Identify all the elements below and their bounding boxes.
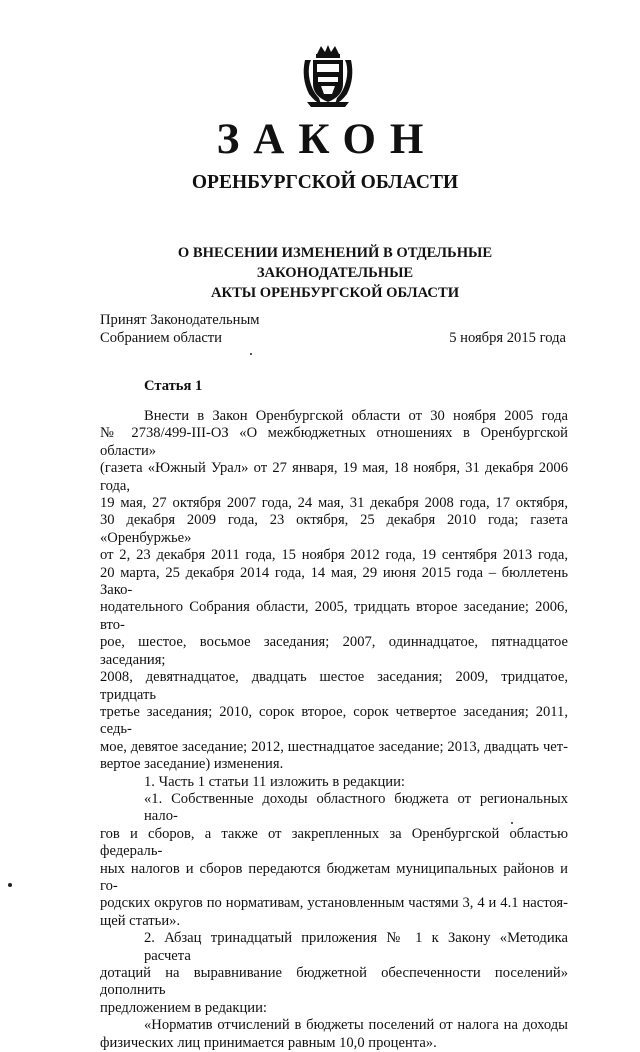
- text-line: щей статьи».: [100, 912, 181, 929]
- scan-speck: [250, 353, 252, 355]
- law-title-line: О ВНЕСЕНИИ ИЗМЕНЕНИЙ В ОТДЕЛЬНЫЕ ЗАКОНОДАТЕЛЬНЫЕ: [177, 245, 493, 281]
- text-line: «1. Собственные доходы областного бюджета от региональных нало-: [144, 790, 568, 825]
- text-line: 30 декабря 2009 года, 23 октября, 25 декабря 2010 года; газета «Оренбуржье»: [100, 512, 568, 546]
- region-subtitle: ОРЕНБУРГСКОЙ ОБЛАСТИ: [191, 172, 459, 193]
- law-title: [100, 243, 570, 303]
- item-1-heading: 1. Часть 1 статьи 11 изложить в редакции:: [144, 773, 405, 790]
- text-line: 20 марта, 25 декабря 2014 года, 14 мая, 29 июня 2015 года – бюллетень Зако-: [100, 564, 568, 599]
- law-title-line: АКТЫ ОРЕНБУРГСКОЙ ОБЛАСТИ: [210, 285, 460, 301]
- adoption-line: Собранием области: [100, 330, 222, 346]
- text-line: 2. Абзац тринадцатый приложения № 1 к Закону «Методика расчета: [144, 930, 568, 964]
- item-1-quote: [100, 791, 568, 930]
- text-line: № 2738/499-III-ОЗ «О межбюджетных отношениях в Оренбургской области»: [100, 425, 568, 459]
- text-line: дотаций на выравнивание бюджетной обеспеченности поселений» дополнить: [100, 965, 568, 999]
- text-line: Внести в Закон Оренбургской области от 30 ноября 2005 года: [144, 408, 568, 424]
- adoption-date: 5 ноября 2015 года: [449, 330, 566, 346]
- adoption-line: Принят Законодательным: [100, 312, 260, 328]
- adoption-info: [100, 311, 259, 347]
- article-body: [100, 408, 568, 1052]
- text-line: мое, девятое заседание; 2012, шестнадцатое заседание; 2013, двадцать чет-: [100, 738, 568, 755]
- text-line: нодательного Собрания области, 2005, тридцать второе заседание; 2006, вто-: [100, 599, 568, 633]
- text-line: 2008, девятнадцатое, двадцать шестое заседания; 2009, тридцатое, тридцать: [100, 669, 568, 703]
- coat-of-arms-emblem: [299, 44, 357, 108]
- text-line: вертое заседание) изменения.: [100, 756, 284, 773]
- text-line: (газета «Южный Урал» от 27 января, 19 мая, 18 ноября, 31 декабря 2006 года,: [100, 460, 568, 494]
- scan-speck: [511, 822, 513, 824]
- text-line: 19 мая, 27 октября 2007 года, 24 мая, 31 декабря 2008 года, 17 октября,: [100, 495, 568, 512]
- text-line: рое, шестое, восьмое заседания; 2007, одиннадцатое, пятнадцатое заседания;: [100, 634, 568, 668]
- scan-speck: [8, 883, 12, 887]
- intro-paragraph: [100, 408, 568, 774]
- text-line: предложением в редакции:: [100, 999, 267, 1016]
- document-type-title: ЗАКОН: [216, 116, 438, 163]
- text-line: от 2, 23 декабря 2011 года, 15 ноября 2012 года, 19 сентября 2013 года,: [100, 547, 568, 564]
- text-line: гов и сборов, а также от закрепленных за Оренбургской областью федераль-: [100, 825, 568, 860]
- text-line: родских округов по нормативам, установленным частями 3, 4 и 4.1 настоя-: [100, 895, 568, 912]
- item-2-paragraph: [100, 930, 568, 1017]
- text-line: физических лиц принимается равным 10,0 процента».: [100, 1034, 437, 1051]
- item-2-quote: [100, 1017, 568, 1052]
- text-line: ных налогов и сборов передаются бюджетам муниципальных районов и го-: [100, 860, 568, 894]
- text-line: «Норматив отчислений в бюджеты поселений от налога на доходы: [144, 1017, 568, 1034]
- text-line: третье заседания; 2010, сорок второе, сорок четвертое заседания; 2011, седь-: [100, 703, 568, 738]
- article-heading: Статья 1: [144, 378, 203, 394]
